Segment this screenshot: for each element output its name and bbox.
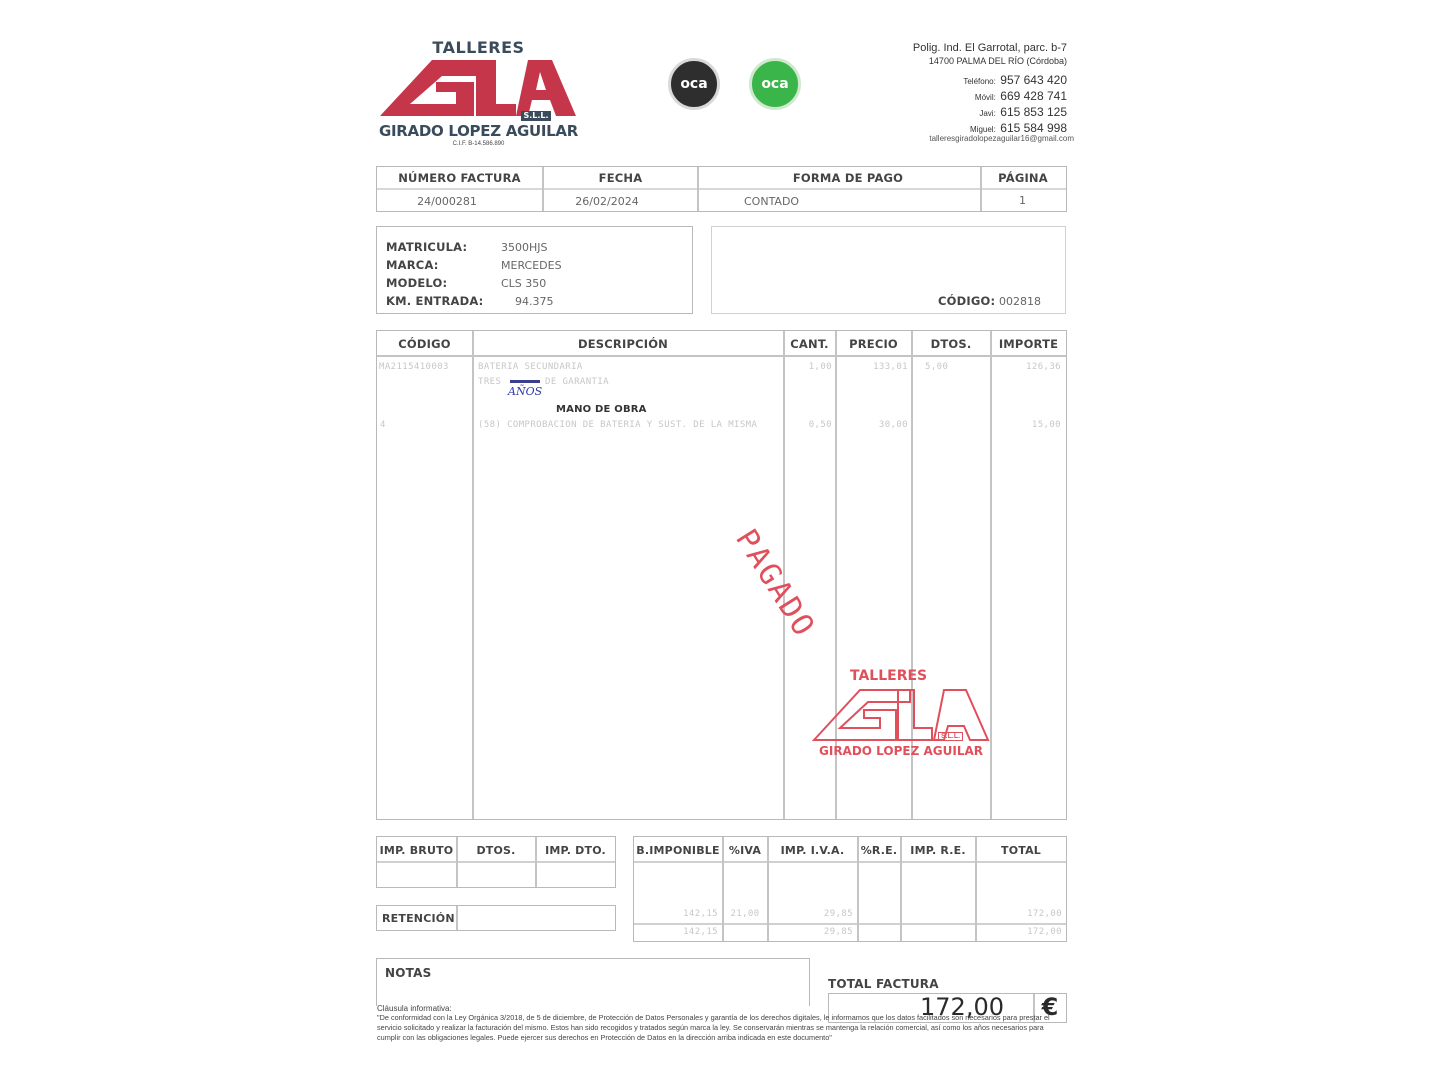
row3-descripcion: (58) COMPROBACION DE BATERIA Y SUST. DE LA MISMA (478, 420, 758, 430)
col-header-codigo: CÓDIGO (398, 337, 451, 351)
notes-label: NOTAS (385, 966, 432, 980)
address-line-2: 14700 PALMA DEL RÍO (Córdoba) (928, 56, 1067, 66)
row2-descripcion-end: DE GARANTIA (545, 377, 610, 387)
imp-dto-label: IMP. DTO. (545, 844, 606, 857)
row1-importe: 126,36 (1026, 362, 1061, 372)
tax-row-total: 172,00 (1027, 909, 1062, 919)
numero-factura-value: 24/000281 (417, 195, 477, 208)
km-entrada-label: KM. ENTRADA: (386, 294, 484, 308)
logo-company-name: GIRADO LOPEZ AGUILAR (379, 122, 578, 140)
row1-codigo: MA2115410003 (379, 362, 449, 372)
badge-label: oca (761, 76, 789, 92)
re-percent-label: %R.E. (860, 844, 898, 857)
stamp-sll: S.L.L. (938, 732, 963, 741)
fecha-value: 26/02/2024 (575, 195, 639, 208)
imp-re-label: IMP. R.E. (910, 844, 966, 857)
fecha-label: FECHA (598, 171, 643, 185)
pagado-stamp: PAGADO (728, 523, 822, 644)
tax-sum-total: 172,00 (1027, 927, 1062, 937)
total-factura-label: TOTAL FACTURA (828, 977, 939, 991)
javi-row: Javi: 615 853 125 (979, 105, 1067, 119)
logo-sll-text: S.L.L. (521, 111, 551, 121)
pagina-label: PÁGINA (998, 171, 1048, 185)
stamp-talleres: TALLERES (850, 668, 928, 684)
base-imponible-label: B.IMPONIBLE (636, 844, 720, 857)
phone-row: Teléfono: 957 643 420 (963, 73, 1067, 87)
handwritten-correction: AÑOS (508, 385, 543, 398)
row1-descripcion: BATERIA SECUNDARIA (478, 362, 583, 372)
company-stamp (808, 668, 992, 762)
codigo-cliente-value: 002818 (999, 295, 1041, 308)
address-line-1: Polig. Ind. El Garrotal, parc. b-7 (912, 42, 1067, 54)
row2-descripcion-start: TRES (478, 377, 502, 387)
retencion-label: RETENCIÓN (382, 912, 455, 925)
dtos-summary-label: DTOS. (476, 844, 516, 857)
currency-symbol: € (1041, 993, 1059, 1021)
row3-importe: 15,00 (1031, 420, 1061, 430)
iva-percent-label: %IVA (728, 844, 762, 857)
tax-row-imp-iva: 29,85 (823, 909, 853, 919)
imp-iva-label: IMP. I.V.A. (780, 844, 845, 857)
col-header-descripcion: DESCRIPCIÓN (577, 337, 668, 351)
row1-dtos: 5,00 (925, 362, 949, 372)
col-header-importe: IMPORTE (998, 337, 1059, 351)
stamp-company-name: GIRADO LOPEZ AGUILAR (819, 744, 983, 758)
codigo-cliente-label: CÓDIGO: (938, 294, 996, 308)
row1-precio: 133,01 (873, 362, 908, 372)
notes-box (376, 958, 810, 1006)
company-email: talleresgiradolopezaguilar16@gmail.com (929, 134, 1074, 143)
mobile-row: Móvil: 669 428 741 (974, 89, 1067, 103)
pagina-value: 1 (1019, 194, 1026, 207)
matricula-value: 3500HJS (501, 241, 548, 254)
matricula-label: MATRICULA: (386, 240, 468, 254)
row1-cant: 1,00 (808, 362, 832, 372)
row3-precio: 30,00 (878, 420, 908, 430)
km-entrada-value: 94.375 (515, 295, 554, 308)
total-factura-value: 172,00 (920, 993, 1004, 1021)
clause-title: Cláusula informativa: (377, 1004, 452, 1013)
modelo-label: MODELO: (386, 276, 448, 290)
row3-cant: 0,50 (808, 420, 832, 430)
col-header-precio: PRECIO (849, 337, 898, 351)
forma-pago-label: FORMA DE PAGO (792, 171, 904, 185)
marca-label: MARCA: (386, 258, 439, 272)
modelo-value: CLS 350 (501, 277, 547, 290)
forma-pago-value: CONTADO (744, 195, 800, 208)
total-label: TOTAL (1000, 844, 1042, 857)
logo-cif: C.I.F. B-14.586.890 (452, 141, 505, 147)
mano-de-obra-heading: MANO DE OBRA (556, 404, 647, 415)
tax-sum-imp-iva: 29,85 (823, 927, 853, 937)
tax-row-base: 142,15 (683, 909, 718, 919)
strikethrough-mark (510, 380, 540, 383)
tax-row-iva: 21,00 (730, 909, 760, 919)
clause-text: "De conformidad con la Ley Orgánica 3/2018, de 5 de diciembre, de Protección de Datos Personales y garantía de los derechos digitales, le informamos que los datos facilitados son necesarios para prestar el servicio solicitado y realizar la facturación del mismo. Estos han sido recogidos y tratados según marca la ley. Se conservarán mientras se mantenga la relación comercial, así como los años necesarios para cumplir con las obligaciones legales. Puede ejercer sus derechos en Protección de Datos en la dirección arriba indicada en este documento" (377, 1013, 1050, 1042)
tax-sum-base: 142,15 (683, 927, 718, 937)
numero-factura-label: NÚMERO FACTURA (398, 171, 521, 185)
company-logo (376, 38, 581, 150)
imp-bruto-label: IMP. BRUTO (379, 844, 454, 857)
row3-codigo: 4 (380, 420, 386, 430)
col-header-cant: CANT. (790, 337, 829, 351)
certification-badge-green (749, 58, 801, 110)
marca-value: MERCEDES (501, 259, 562, 272)
col-header-dtos: DTOS. (930, 337, 972, 351)
badge-label: oca (680, 76, 708, 92)
miguel-row: Miguel: 615 584 998 (970, 121, 1067, 135)
logo-talleres-text: TALLERES (432, 38, 525, 57)
company-contact (860, 42, 1067, 137)
certification-badge-black (668, 58, 720, 110)
